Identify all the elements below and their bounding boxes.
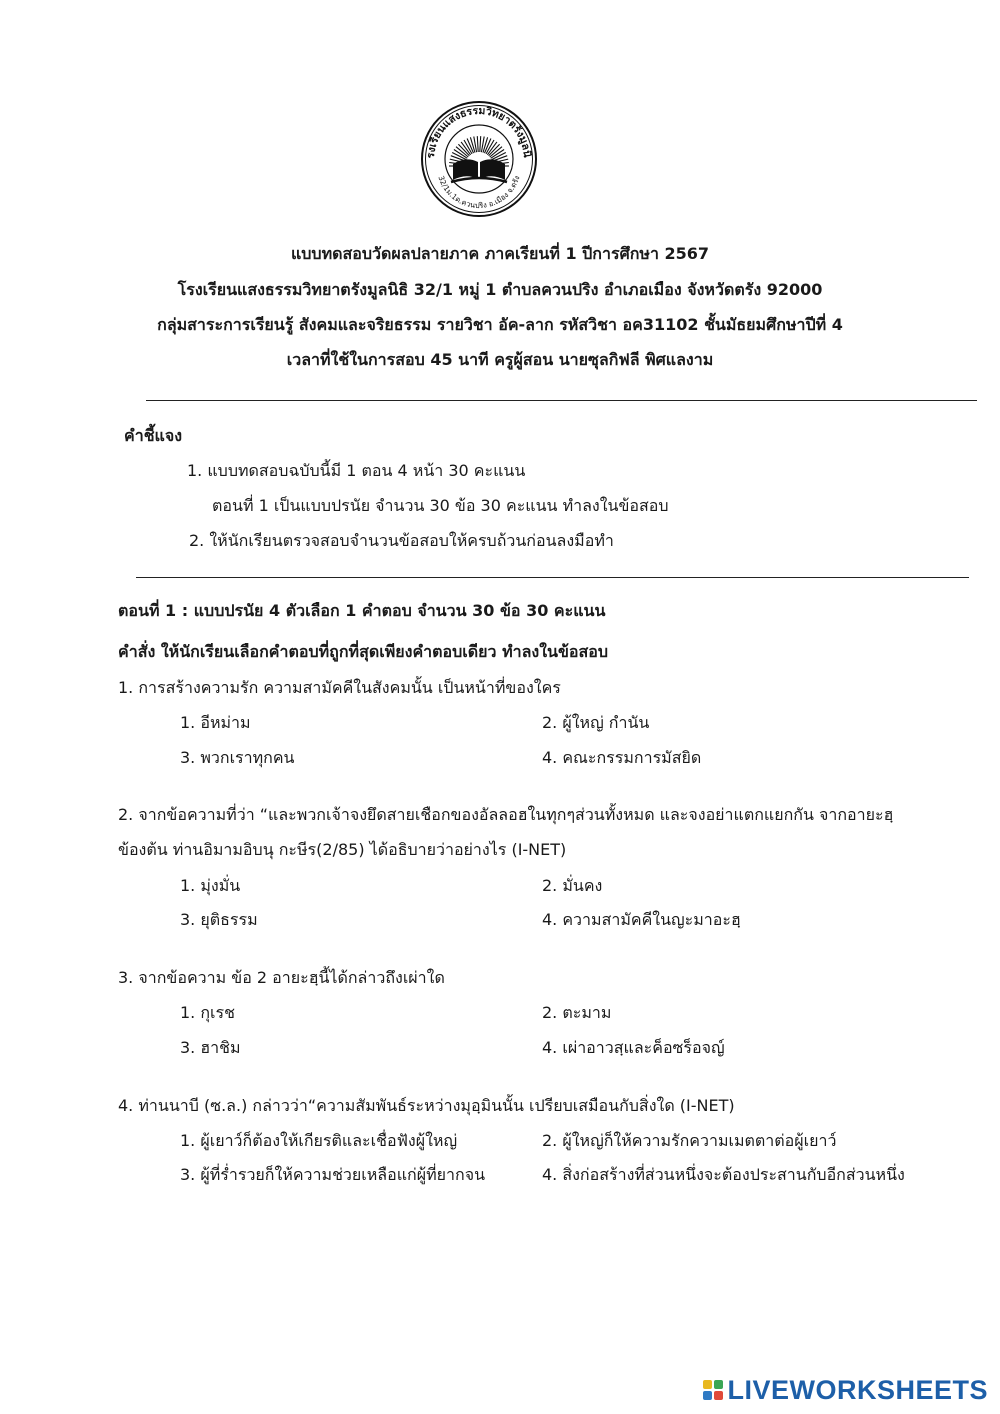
school-address: โรงเรียนแสงธรรมวิทยาตรังมูลนิธิ 32/1 หมู่ 1 ตำบลควนปริง อำเภอเมือง จังหวัดตรัง 92000 <box>177 280 823 299</box>
instructions-title: คำชี้แจง <box>124 426 183 445</box>
instructions-item-2: 2. ให้นักเรียนตรวจสอบจำนวนข้อสอบให้ครบถ้วนก่อนลงมือทำ <box>189 531 614 550</box>
liveworksheets-logo-icon <box>703 1380 723 1400</box>
answer-option[interactable]: 3. พวกเราทุกคน <box>180 748 295 767</box>
answer-option[interactable]: 2. มั่นคง <box>542 876 603 895</box>
instructions-item-1-sub: ตอนที่ 1 เป็นแบบปรนัย จำนวน 30 ข้อ 30 คะแนน ทำลงในข้อสอบ <box>212 496 669 515</box>
answer-option[interactable]: 1. ผู้เยาว์ก็ต้องให้เกียรติและเชื่อฟังผู้ใหญ่ <box>180 1131 458 1150</box>
answer-option[interactable]: 2. ผู้ใหญ่ กำนัน <box>542 713 650 732</box>
liveworksheets-text: LIVEWORKSHEETS <box>727 1374 988 1405</box>
question-text: 3. จากข้อความ ข้อ 2 อายะฮฺนี้ได้กล่าวถึงเผ่าใด <box>118 968 445 987</box>
sun-ray <box>480 136 481 152</box>
divider-top <box>146 400 977 401</box>
answer-option[interactable]: 2. ผู้ใหญ่ก็ให้ความรักความเมตตาต่อผู้เยาว์ <box>542 1131 837 1150</box>
exam-title: แบบทดสอบวัดผลปลายภาค ภาคเรียนที่ 1 ปีการศึกษา 2567 <box>290 244 710 263</box>
question-text: 2. จากข้อความที่ว่า “และพวกเจ้าจงยึดสายเชือกของอัลลอฮในทุกๆส่วนทั้งหมด และจงอย่าแตกแยกกัน จากอายะฮฺ <box>118 805 894 824</box>
liveworksheets-branding[interactable] <box>703 1374 988 1406</box>
answer-option[interactable]: 4. สิ่งก่อสร้างที่ส่วนหนึ่งจะต้องประสานกับอีกส่วนหนึ่ง <box>542 1165 905 1184</box>
logo-tile <box>714 1380 723 1389</box>
logo-tile <box>703 1380 712 1389</box>
open-book-sunburst-icon <box>420 100 538 218</box>
logo-tile <box>703 1391 712 1400</box>
answer-option[interactable]: 3. ยุติธรรม <box>180 910 258 929</box>
question-text: 1. การสร้างความรัก ความสามัคคีในสังคมนั้น เป็นหน้าที่ของใคร <box>118 678 561 697</box>
logo-ring-text-top: รงเรียนแสงธรรมวิทยาตรังมูลนิ <box>424 104 534 159</box>
answer-option[interactable]: 1. อีหม่าม <box>180 713 251 732</box>
answer-option[interactable]: 3. ผู้ที่ร่ำรวยก็ให้ความช่วยเหลือแก่ผู้ที่ยากจน <box>180 1165 485 1184</box>
answer-option[interactable]: 2. ตะมาม <box>542 1003 612 1022</box>
answer-option[interactable]: 1. มุ่งมั่น <box>180 876 241 895</box>
answer-option[interactable]: 4. เผ่าอาวสฺและค็อซร็อจญ์ <box>542 1038 725 1057</box>
logo-tile <box>714 1391 723 1400</box>
school-logo <box>420 100 538 218</box>
sun-ray <box>477 136 478 152</box>
answer-option[interactable]: 1. กุเรช <box>180 1003 235 1022</box>
question-text: 4. ท่านนาบี (ซ.ล.) กล่าวว่า“ความสัมพันธ์ระหว่างมุอฺมินนั้น เปรียบเสมือนกับสิ่งใด (I-NET) <box>118 1096 735 1115</box>
divider-bottom <box>136 577 969 578</box>
answer-option[interactable]: 4. ความสามัคคีในญะมาอะฮฺ <box>542 910 741 929</box>
answer-option[interactable]: 4. คณะกรรมการมัสยิด <box>542 748 702 767</box>
section-title: ตอนที่ 1 : แบบปรนัย 4 ตัวเลือก 1 คำตอบ จำนวน 30 ข้อ 30 คะแนน <box>118 601 606 620</box>
instructions-item-1: 1. แบบทดสอบฉบับนี้มี 1 ตอน 4 หน้า 30 คะแนน <box>187 461 526 480</box>
question-text-continued: ข้องต้น ท่านอิมามอิบนุ กะษีร(2/85) ได้อธิบายว่าอย่างไร (I-NET) <box>118 840 567 859</box>
svg-text:32/1ม.1ต.ควนปริง อ.เมือง จ.ตรั <box>436 174 521 210</box>
answer-option[interactable]: 3. ฮาชิม <box>180 1038 241 1057</box>
logo-ring-text-bottom: 32/1ม.1ต.ควนปริง อ.เมือง จ.ตรัง <box>436 174 522 211</box>
exam-time-teacher: เวลาที่ใช้ในการสอบ 45 นาที ครูผู้สอน นายซุลกิฟลี พิศแลงาม <box>286 350 714 369</box>
subject-info: กลุ่มสาระการเรียนรู้ สังคมและจริยธรรม รายวิชา อัค-ลาก รหัสวิชา อค31102 ชั้นมัธยมศึกษาปีที่ 4 <box>157 315 843 334</box>
section-command: คำสั่ง ให้นักเรียนเลือกคำตอบที่ถูกที่สุดเพียงคำตอบเดียว ทำลงในข้อสอบ <box>118 642 609 661</box>
